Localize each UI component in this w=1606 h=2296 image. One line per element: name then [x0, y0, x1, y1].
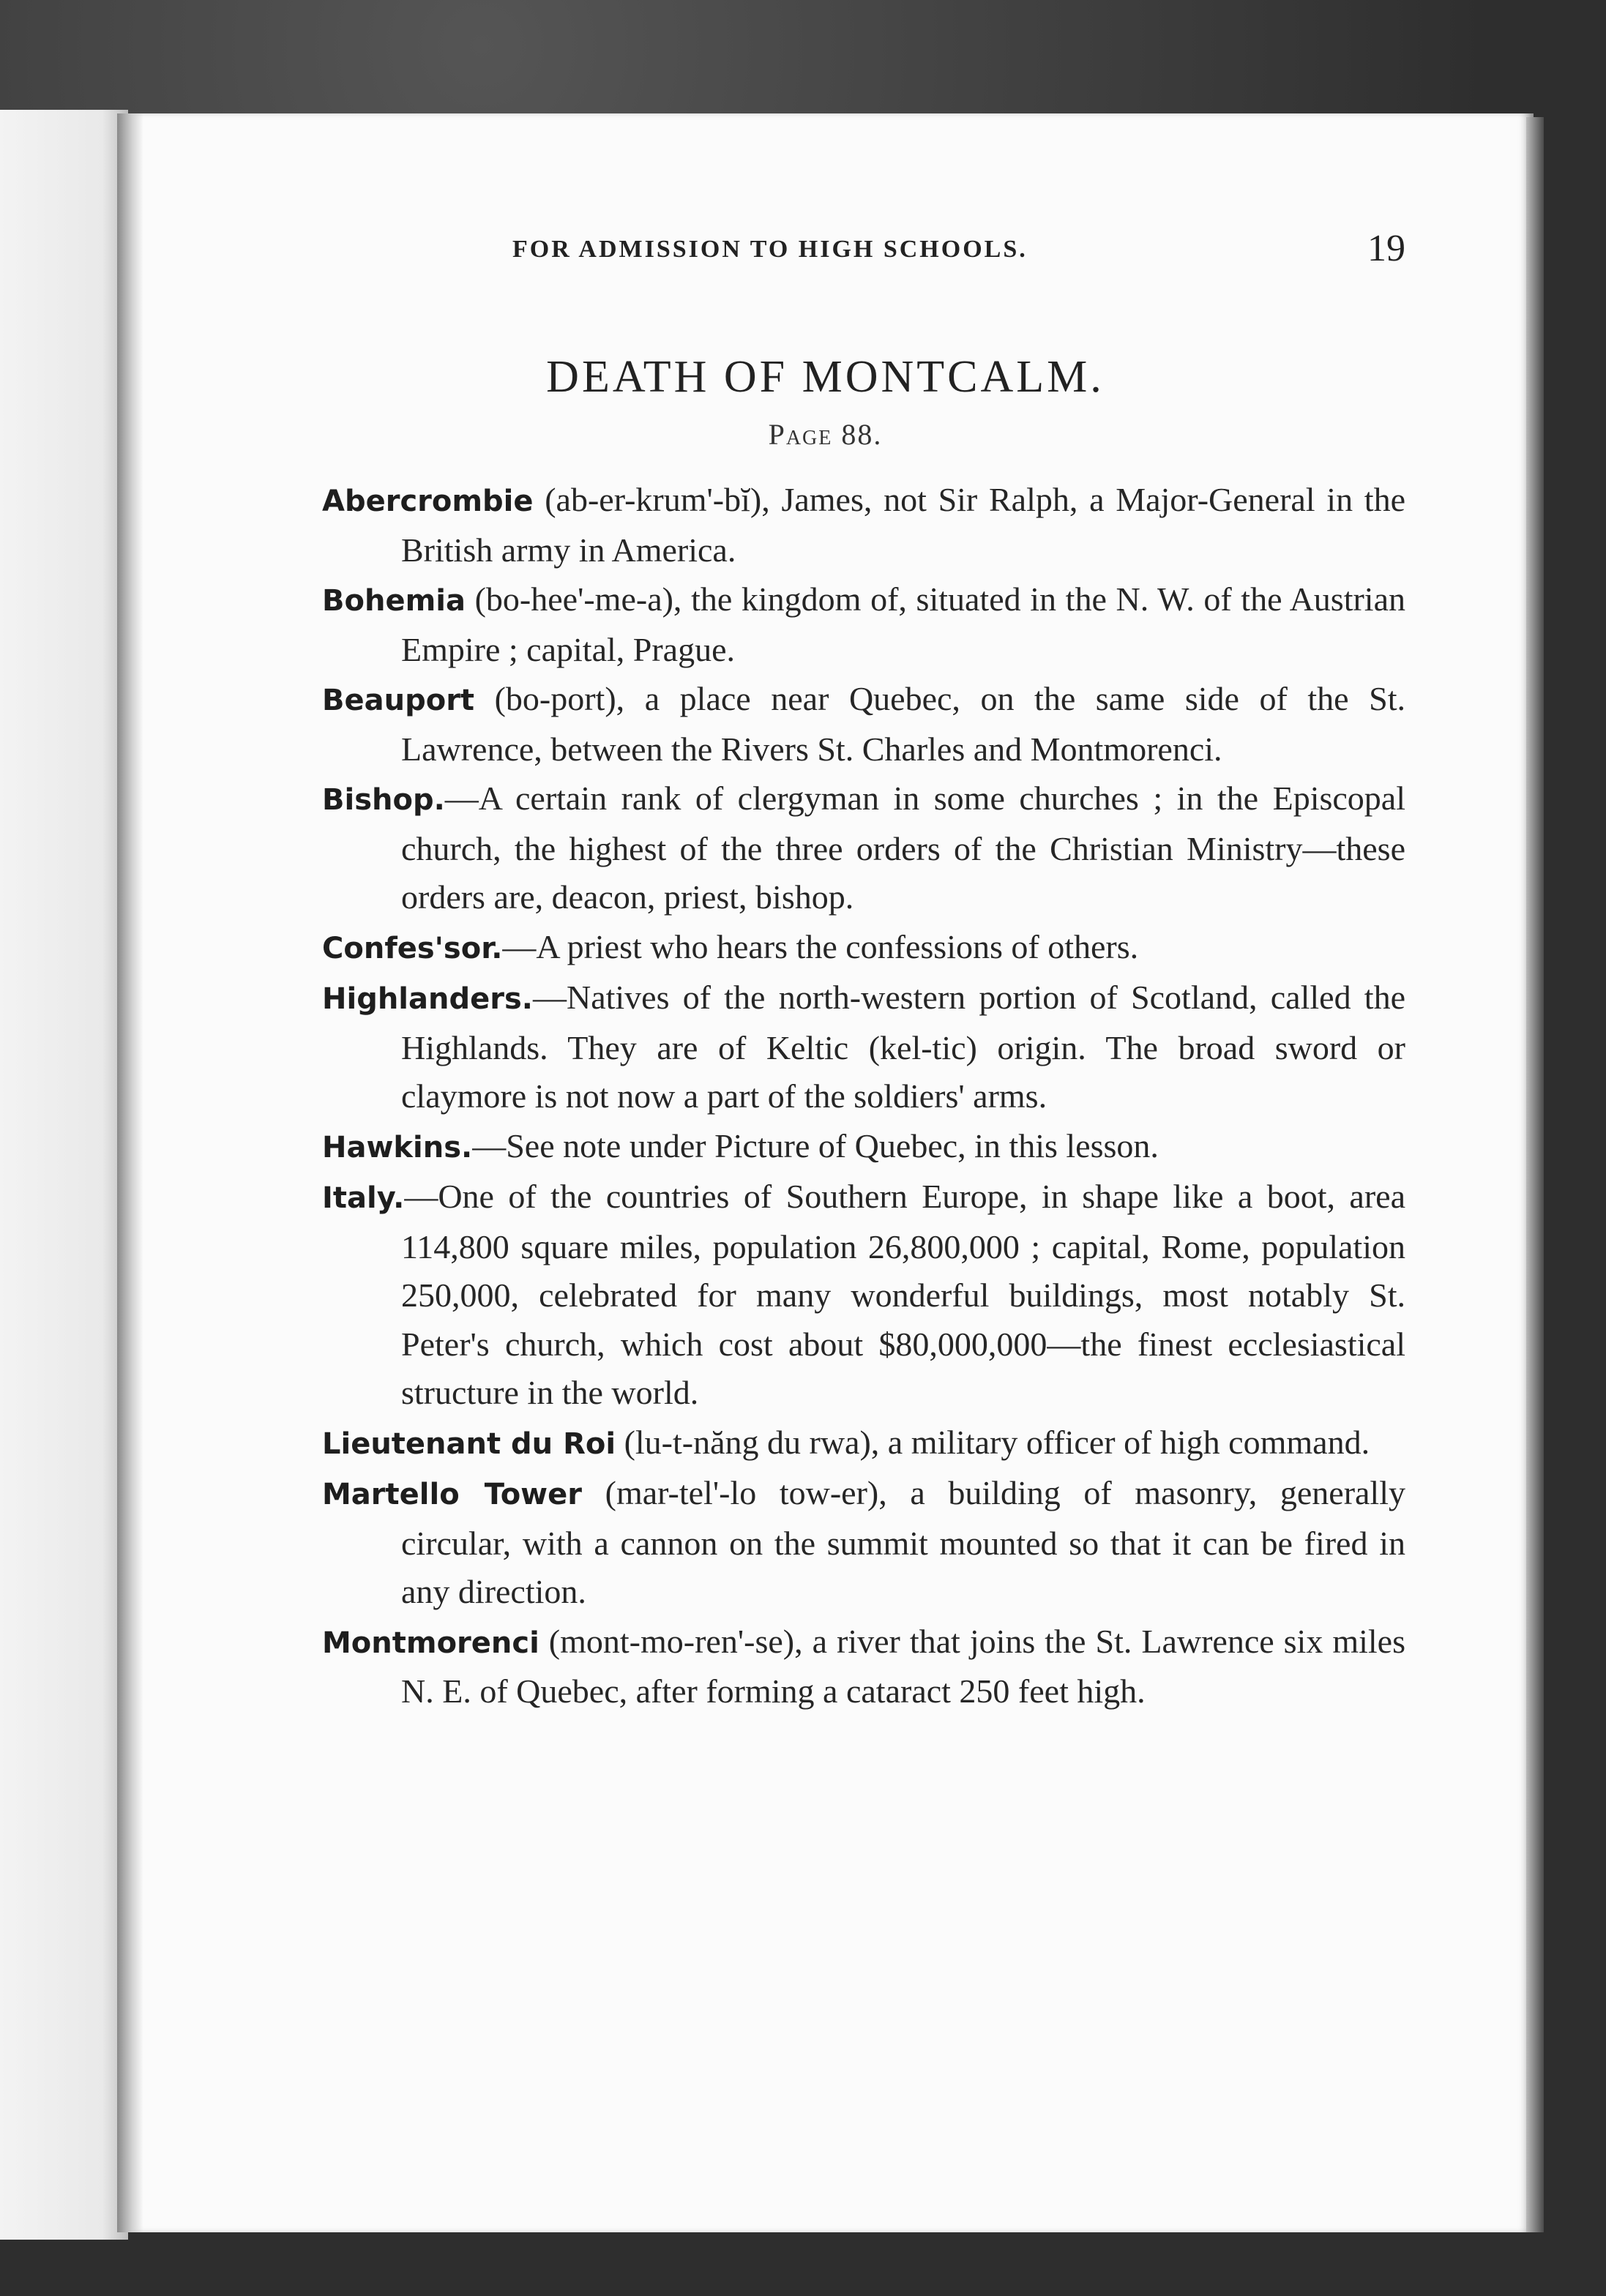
entry-definition: —One of the countries of Southern Europe, in shape like a boot, area 114,800 square miles, population 26,800,000 ; capital, Rome, population 250,000, celebrated for many wonderful buildings, most notably St. Peter's church, which cost about $80,000,000—the finest ecclesiastical structure in the world.: [401, 1178, 1405, 1411]
entry-term: Lieutenant du Roi: [322, 1426, 616, 1461]
entry-definition: (ab-er-krum'-bĭ), James, not Sir Ralph, a Major-General in the British army in America.: [401, 481, 1405, 569]
entry-term: Beauport: [322, 684, 475, 717]
entry-term: Italy.: [322, 1181, 405, 1215]
page-number: 19: [1367, 228, 1405, 269]
entry-definition: (mont-mo-ren'-se), a river that joins the St. Lawrence six miles N. E. of Quebec, after forming a cataract 250 feet high.: [401, 1622, 1405, 1710]
entry-term: Abercrombie: [322, 485, 534, 518]
glossary-entry: [322, 575, 1405, 674]
running-head-title: FOR ADMISSION TO HIGH SCHOOLS.: [512, 236, 1028, 263]
entry-term: Confes'sor.: [322, 931, 503, 965]
lesson-page-reference: Page 88.: [768, 418, 883, 451]
glossary-entry: [322, 1122, 1405, 1173]
entry-term: Bohemia: [322, 584, 466, 618]
lesson-title: DEATH OF MONTCALM.: [546, 352, 1105, 402]
entry-term: Highlanders.: [322, 982, 533, 1016]
running-head: [322, 228, 1405, 277]
glossary-entry: [322, 973, 1405, 1121]
facing-page-edge: [0, 110, 128, 2240]
entry-term: Martello Tower: [322, 1478, 582, 1511]
glossary-entry: [322, 1618, 1405, 1716]
entry-definition: —A priest who hears the confessions of others.: [502, 927, 1139, 965]
glossary-entry: [322, 476, 1405, 575]
entry-definition: (lu-t-năng du rwa), a military officer of high command.: [616, 1423, 1370, 1461]
glossary-entry: [322, 1469, 1405, 1617]
entry-definition: —Natives of the north-western portion of Scotland, called the Highlands. They are of Keltic (kel-tic) origin. The broad sword or claymore is not now a part of the soldiers' arms.: [401, 979, 1405, 1115]
entry-definition: (bo-hee'-me-a), the kingdom of, situated in the N. W. of the Austrian Empire ; capital, Prague.: [401, 580, 1405, 668]
entry-definition: (mar-tel'-lo tow-er), a building of masonry, generally circular, with a cannon on the summit mounted so that it can be fired in any direction.: [401, 1474, 1405, 1610]
entry-term: Hawkins.: [322, 1130, 473, 1164]
glossary-entry: [322, 1173, 1405, 1418]
glossary-entry: [322, 675, 1405, 774]
glossary-entries: [322, 476, 1405, 1717]
entry-definition: (bo-port), a place near Quebec, on the same side of the St. Lawrence, between the Rivers St. Charles and Montmorenci.: [401, 680, 1405, 768]
entry-definition: —See note under Picture of Quebec, in this lesson.: [472, 1126, 1159, 1164]
entry-term: Montmorenci: [322, 1626, 539, 1660]
glossary-entry: [322, 1418, 1405, 1469]
entry-definition: —A certain rank of clergyman in some churches ; in the Episcopal church, the highest of the three orders of the Christian Ministry—these orders are, deacon, priest, bishop.: [401, 779, 1405, 916]
glossary-entry: [322, 774, 1405, 922]
entry-term: Bishop.: [322, 783, 445, 817]
glossary-entry: [322, 923, 1405, 973]
